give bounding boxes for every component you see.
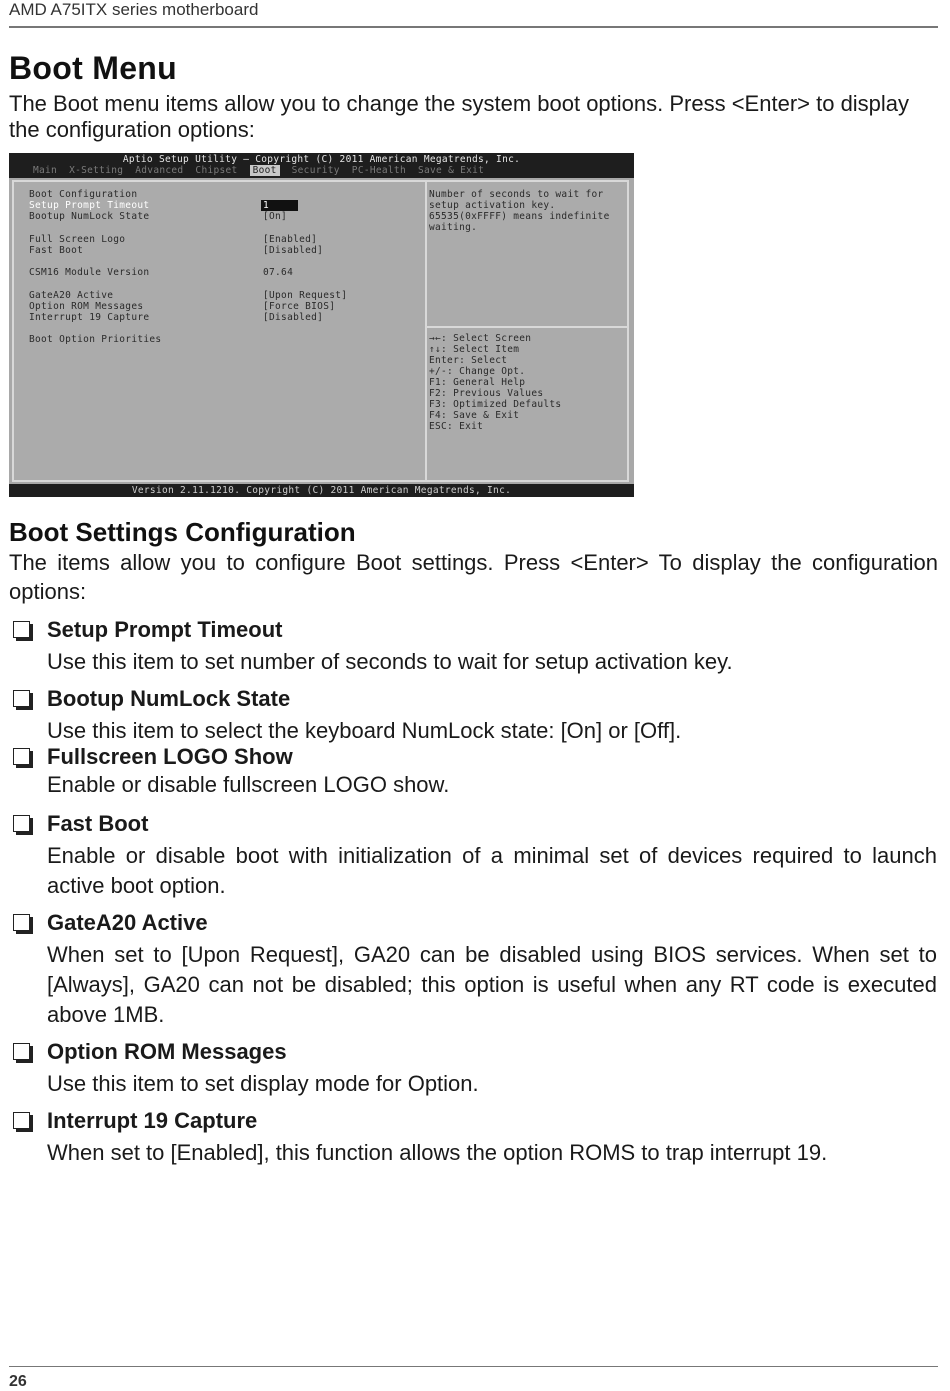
bios-value-interrupt-19-capture[interactable]: [Disabled]	[263, 312, 324, 323]
item-title: Bootup NumLock State	[47, 686, 291, 711]
section-title: Boot Menu	[9, 50, 177, 86]
bios-tab-boot[interactable]: Boot	[250, 165, 280, 176]
bios-menu-bar	[33, 165, 484, 176]
bios-row-setup-prompt-timeout[interactable]: Setup Prompt Timeout	[29, 200, 150, 211]
bios-tab-save-exit[interactable]: Save & Exit	[417, 165, 485, 176]
item-title: GateA20 Active	[47, 910, 208, 935]
bios-row-boot-option-priorities[interactable]: Boot Option Priorities	[29, 334, 162, 345]
bios-key-select-screen: →←: Select Screen	[429, 333, 532, 344]
item-title: Option ROM Messages	[47, 1039, 287, 1064]
bios-row-option-rom-messages[interactable]: Option ROM Messages	[29, 301, 144, 312]
bios-value-csm16-module-version: 07.64	[263, 267, 294, 278]
bios-version: Version 2.11.1210. Copyright (C) 2011 American Megatrends, Inc.	[131, 485, 512, 496]
bios-key-select-item: ↑↓: Select Item	[429, 344, 520, 355]
subsection-title: Boot Settings Configuration	[9, 517, 356, 547]
bios-key-legend	[429, 333, 561, 432]
bios-panel-divider	[425, 182, 427, 480]
bios-status-bar	[9, 484, 634, 497]
page-number: 26	[9, 1373, 27, 1390]
item-title: Setup Prompt Timeout	[47, 617, 283, 642]
bios-help-divider	[427, 326, 627, 328]
checkbox-bullet-icon	[13, 1043, 30, 1060]
subsection-description: The items allow you to configure Boot settings. Press <Enter> To display the configuration options:	[9, 550, 938, 604]
item-title: Interrupt 19 Capture	[47, 1108, 258, 1133]
bios-value-bootup-numlock-state[interactable]: [On]	[263, 211, 288, 222]
bios-row-interrupt-19-capture[interactable]: Interrupt 19 Capture	[29, 312, 150, 323]
manual-header-title: AMD A75ITX series motherboard	[9, 0, 259, 19]
bios-tab-x-setting[interactable]: X-Setting	[69, 165, 124, 176]
bios-value-gatea20-active[interactable]: [Upon Request]	[263, 290, 348, 301]
checkbox-bullet-icon	[13, 815, 30, 832]
bios-key-save-exit: F4: Save & Exit	[429, 410, 520, 421]
bios-help-text: Number of seconds to wait for setup activation key. 65535(0xFFFF) means indefinite waiting.	[429, 189, 610, 233]
bios-row-full-screen-logo[interactable]: Full Screen Logo	[29, 234, 126, 245]
item-description: Enable or disable boot with initialization of a minimal set of devices required to launch active boot option.	[47, 843, 937, 898]
bios-key-previous-values: F2: Previous Values	[429, 388, 544, 399]
bios-key-change-opt: +/-: Change Opt.	[429, 366, 526, 377]
checkbox-bullet-icon	[13, 914, 30, 931]
bios-heading-boot-configuration: Boot Configuration	[29, 189, 138, 200]
bios-tab-advanced[interactable]: Advanced	[135, 165, 184, 176]
bios-key-esc-exit: ESC: Exit	[429, 421, 484, 432]
bios-screenshot	[9, 153, 634, 497]
bios-tab-chipset[interactable]: Chipset	[195, 165, 238, 176]
item-description: Use this item to set display mode for Option.	[47, 1071, 479, 1096]
bios-row-bootup-numlock-state[interactable]: Bootup NumLock State	[29, 211, 150, 222]
bios-row-fast-boot[interactable]: Fast Boot	[29, 245, 84, 256]
checkbox-bullet-icon	[13, 621, 30, 638]
item-title: Fast Boot	[47, 811, 149, 836]
item-description: When set to [Enabled], this function allows the option ROMS to trap interrupt 19.	[47, 1140, 828, 1165]
bios-key-enter-select: Enter: Select	[429, 355, 508, 366]
bios-key-optimized-defaults: F3: Optimized Defaults	[429, 399, 562, 410]
section-intro: The Boot menu items allow you to change the system boot options. Press <Enter> to display the configuration options:	[9, 91, 910, 142]
footer-divider	[9, 1366, 938, 1367]
bios-title: Aptio Setup Utility – Copyright (C) 2011 American Megatrends, Inc.	[122, 154, 521, 165]
bios-value-full-screen-logo[interactable]: [Enabled]	[263, 234, 318, 245]
bios-main-panel	[12, 180, 629, 482]
bios-row-gatea20-active[interactable]: GateA20 Active	[29, 290, 114, 301]
bios-tab-main[interactable]: Main	[33, 165, 58, 176]
item-title: Fullscreen LOGO Show	[47, 744, 293, 769]
item-description: When set to [Upon Request], GA20 can be disabled using BIOS services. When set to [Always], GA20 can not be disabled; this option is useful when any RT code is executed above 1MB.	[47, 942, 937, 1027]
bios-key-general-help: F1: General Help	[429, 377, 526, 388]
bios-tab-security[interactable]: Security	[291, 165, 340, 176]
checkbox-bullet-icon	[13, 748, 30, 765]
checkbox-bullet-icon	[13, 690, 30, 707]
bios-value-fast-boot[interactable]: [Disabled]	[263, 245, 324, 256]
bios-row-csm16-module-version: CSM16 Module Version	[29, 267, 150, 278]
item-description: Use this item to set number of seconds to wait for setup activation key.	[47, 649, 733, 674]
header-divider	[9, 26, 938, 28]
bios-value-setup-prompt-timeout[interactable]: 1	[261, 200, 298, 211]
checkbox-bullet-icon	[13, 1112, 30, 1129]
bios-value-option-rom-messages[interactable]: [Force BIOS]	[263, 301, 336, 312]
item-description: Enable or disable fullscreen LOGO show.	[47, 772, 450, 797]
bios-tab-pc-health[interactable]: PC-Health	[351, 165, 406, 176]
item-description: Use this item to select the keyboard NumLock state: [On] or [Off].	[47, 718, 682, 743]
bios-title-bar	[9, 153, 634, 178]
